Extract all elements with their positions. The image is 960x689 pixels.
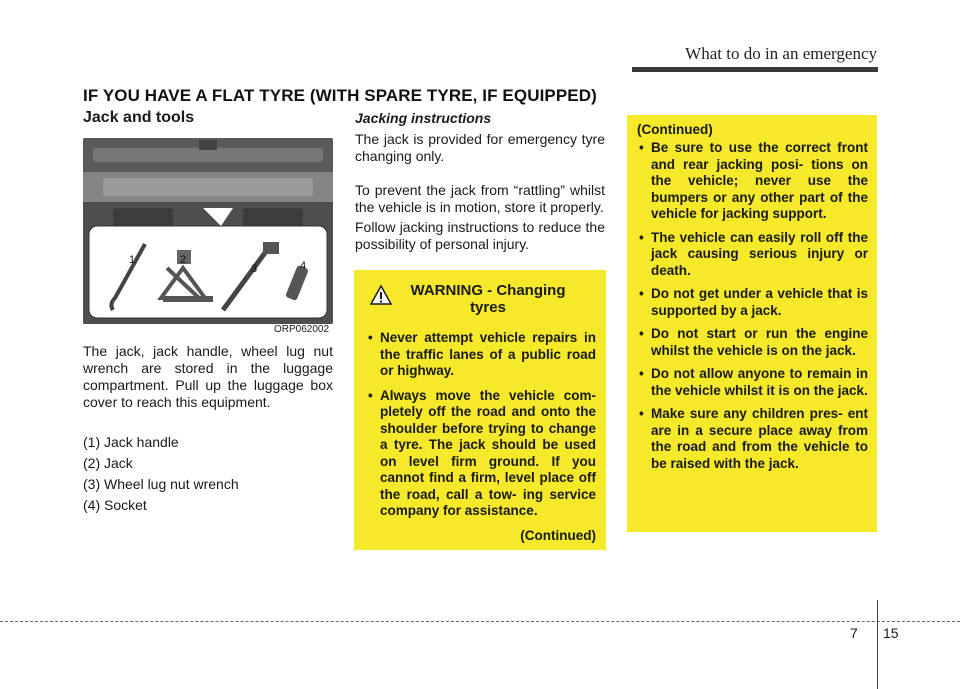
jacking-instructions-heading: Jacking instructions xyxy=(355,110,492,126)
callout-4: 4 xyxy=(300,260,307,272)
list-item: • Do not get under a vehicle that is supported by a jack. xyxy=(639,286,868,318)
warning-continued-list xyxy=(637,140,868,472)
list-item: • Do not allow anyone to remain in the vehicle whilst it is on the jack. xyxy=(639,366,868,398)
list-item: • The vehicle can easily roll off the jack causing serious injury or death. xyxy=(639,229,868,278)
warning-continued-box xyxy=(627,115,877,532)
list-item: (3) Wheel lug nut wrench xyxy=(83,476,239,492)
footer-divider xyxy=(877,600,878,689)
callout-1: 1 xyxy=(129,254,136,266)
warning-title: WARNING - Changing tyres xyxy=(410,282,566,316)
list-item: • Do not start or run the engine whilst the vehicle is on the jack. xyxy=(639,326,868,358)
continued-label: (Continued) xyxy=(637,122,713,137)
image-caption: ORP062002 xyxy=(274,324,330,335)
list-item: • Never attempt vehicle repairs in the traffic lanes of a public road or highway. xyxy=(368,330,596,378)
header-rule xyxy=(632,67,878,72)
paragraph: Follow jacking instructions to reduce the possibility of personal injury. xyxy=(355,219,605,252)
callout-2: 2 xyxy=(180,254,187,266)
chapter-header: What to do in an emergency xyxy=(685,44,877,63)
list-item: • Be sure to use the correct front and rear jacking posi- tions on the vehicle; never use the bumpers or any other part of the vehicle for jacking support. xyxy=(639,140,868,221)
list-item: (1) Jack handle xyxy=(83,434,179,450)
section-title: IF YOU HAVE A FLAT TYRE (WITH SPARE TYRE, IF EQUIPPED) xyxy=(83,86,597,105)
storage-paragraph: The jack, jack handle, wheel lug nut wrench are stored in the luggage compartment. Pull up the luggage box cover to reach this equipment. xyxy=(83,343,333,410)
list-item: (4) Socket xyxy=(83,497,147,513)
list-item: • Always move the vehicle com- pletely off the road and onto the shoulder before trying to change a tyre. The jack should be used on level firm ground. If you cannot find a firm, level place off the road, call a tow- ing service company for assistance. xyxy=(368,387,596,518)
callout-3: 3 xyxy=(251,263,258,275)
footer-rule xyxy=(0,621,960,622)
warning-list xyxy=(366,330,596,520)
warning-box xyxy=(354,270,606,550)
chapter-number: 7 xyxy=(850,625,858,641)
jack-and-tools-heading: Jack and tools xyxy=(83,109,195,126)
tools-illustration xyxy=(83,138,333,324)
luggage-compartment-photo xyxy=(83,138,333,324)
page-number: 15 xyxy=(883,625,899,641)
list-item: • Make sure any children pres- ent are in a secure place away from the road and from the vehicle to be raised with the jack. xyxy=(639,406,868,471)
continued-label: (Continued) xyxy=(520,527,596,543)
warning-header xyxy=(366,282,596,316)
list-item: (2) Jack xyxy=(83,455,133,471)
warning-triangle-icon xyxy=(370,285,392,305)
paragraph: The jack is provided for emergency tyre changing only. xyxy=(355,131,605,164)
parts-list xyxy=(83,434,333,518)
paragraph: To prevent the jack from “rattling” whilst the vehicle is in motion, store it properly. xyxy=(355,182,605,215)
